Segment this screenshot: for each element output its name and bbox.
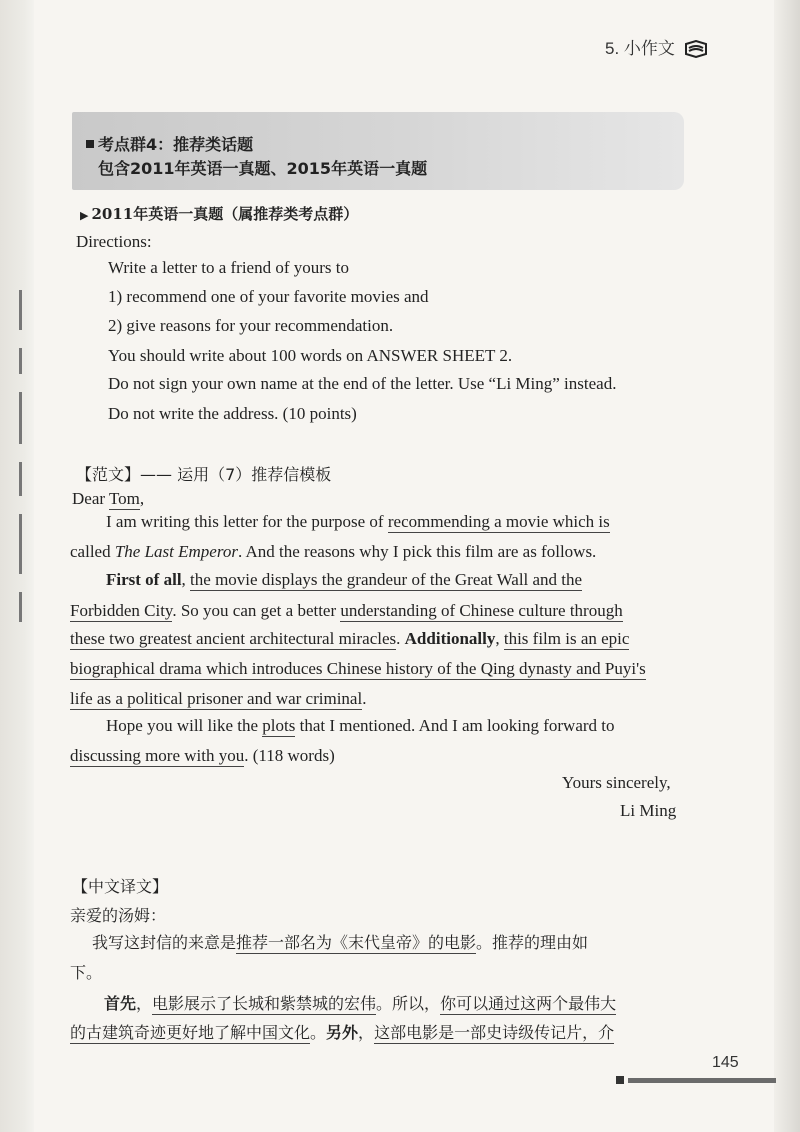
- directions-line-5: Do not sign your own name at the end of the letter. Use “Li Ming” instead.: [108, 374, 617, 393]
- directions-line-2: 1) recommend one of your favorite movies and: [108, 287, 429, 306]
- p3-line-1: Hope you will like the plots that I mentioned. And I am looking forward to: [106, 716, 615, 735]
- directions-line-3: 2) give reasons for your recommendation.: [108, 316, 394, 335]
- translation-line-2: 下。: [70, 963, 103, 982]
- page-edge: [774, 0, 800, 1132]
- directions-line-1: Write a letter to a friend of yours to: [108, 258, 350, 277]
- directions-line-6: Do not write the address. (10 points): [108, 404, 357, 423]
- p2-line-5: life as a political prisoner and war criminal.: [70, 689, 367, 708]
- translation-line-1: 我写这封信的来意是推荐一部名为《末代皇帝》的电影。推荐的理由如: [92, 933, 589, 952]
- exam-title: ▶ 2011年英语一真题（属推荐类考点群）: [80, 205, 359, 223]
- translation-line-4: 的古建筑奇迹更好地了解中国文化。另外，这部电影是一部史诗级传记片，介: [70, 1023, 615, 1042]
- translation-salutation: 亲爱的汤姆：: [70, 906, 167, 925]
- signature: Li Ming: [620, 801, 677, 820]
- banner-title: 考点群4：推荐类话题: [86, 132, 253, 155]
- book-icon: [684, 40, 708, 58]
- bleed-through-marks: [14, 290, 26, 620]
- directions-label: Directions:: [76, 232, 152, 251]
- chapter-header: [605, 34, 708, 59]
- closing: Yours sincerely,: [562, 773, 671, 792]
- footer-square: [616, 1076, 624, 1084]
- translation-heading: 【中文译文】: [72, 877, 169, 896]
- salutation: Dear Tom,: [72, 489, 145, 508]
- page-gutter: [0, 0, 34, 1132]
- p2-line-3: these two greatest ancient architectural miracles. Additionally, this film is an epic: [70, 629, 630, 648]
- p2-line-1: First of all, the movie displays the grandeur of the Great Wall and the: [106, 570, 583, 589]
- p1-line-2: called The Last Emperor. And the reasons why I pick this film are as follows.: [70, 542, 597, 561]
- p3-line-2: discussing more with you. (118 words): [70, 746, 335, 765]
- banner-subtitle: 包含2011年英语一真题、2015年英语一真题: [98, 159, 428, 178]
- page-number: 145: [712, 1054, 739, 1071]
- topic-banner: [72, 112, 684, 190]
- p1-line-1: I am writing this letter for the purpose of recommending a movie which is: [106, 512, 610, 531]
- sample-heading: 【范文】—— 运用（7）推荐信模板: [76, 465, 332, 484]
- p2-line-2: Forbidden City. So you can get a better understanding of Chinese culture through: [70, 601, 623, 620]
- chapter-label: 5. 小作文: [605, 39, 675, 58]
- p2-line-4: biographical drama which introduces Chinese history of the Qing dynasty and Puyi's: [70, 659, 646, 678]
- triangle-bullet-icon: ▶: [80, 209, 89, 222]
- footer-bar: [628, 1078, 776, 1083]
- bullet-square-icon: [86, 140, 94, 148]
- translation-line-3: 首先，电影展示了长城和紫禁城的宏伟。所以，你可以通过这两个最伟大: [104, 994, 617, 1013]
- directions-line-4: You should write about 100 words on ANSWER SHEET 2.: [108, 346, 513, 365]
